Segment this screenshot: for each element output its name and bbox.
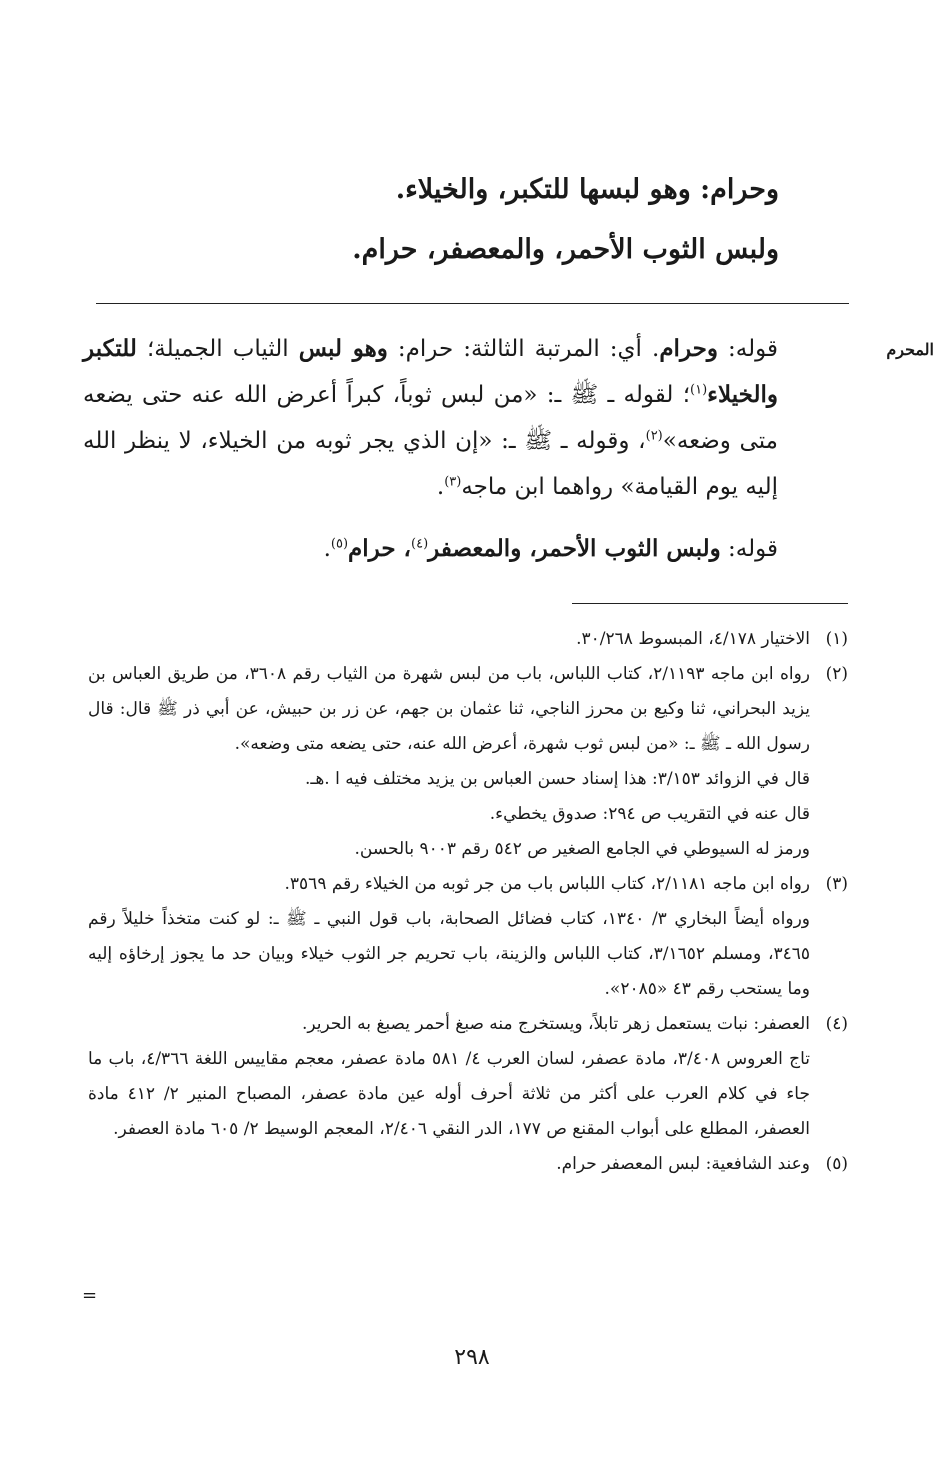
footnote-number: (١) xyxy=(825,629,848,649)
commentary-body xyxy=(83,326,848,572)
footnote-ref-4[interactable]: (٤) xyxy=(411,536,429,552)
commentary-text: قوله: xyxy=(717,336,778,362)
footnote-5 xyxy=(88,1147,848,1182)
footnote-line: الاختيار ٤/١٧٨، المبسوط ٣٠/٢٦٨. xyxy=(576,629,810,649)
commentary-paragraph-2 xyxy=(83,526,848,572)
footnote-ref-5[interactable]: (٥) xyxy=(330,536,349,552)
footnote-line: وعند الشافعية: لبس المعصفر حرام. xyxy=(556,1154,810,1174)
commentary-bold-term: ولبس الثوب الأحمر، والمعصفر xyxy=(428,535,721,562)
margin-note: المحرم xyxy=(886,340,934,359)
footnote-number: (٣) xyxy=(825,874,848,894)
footnote-number: (٥) xyxy=(825,1154,848,1174)
commentary-text: . xyxy=(323,536,331,562)
commentary-text: قوله: xyxy=(720,536,778,562)
footnote-line: ورواه أيضاً البخاري ٣/ ١٣٤٠، كتاب فضائل الصحابة، باب قول النبي ـ ﷺ ـ: لو كنت متخذاً خليلاً رقم ٣٤٦٥، ومسلم ٣/١٦٥٢، كتاب اللباس والزينة، باب تحريم جر الثوب خيلاء وبيان حد ما يجوز إرخاؤه إليه وما يستحب رقم ٤٣ «٢٠٨٥». xyxy=(88,909,811,999)
footnote-number: (٢) xyxy=(825,664,848,684)
footnote-line: تاج العروس ٣/٤٠٨، مادة عصفر، لسان العرب ٤/ ٥٨١ مادة عصفر، معجم مقاييس اللغة ٤/٣٦٦، باب ما جاء في كلام العرب على أكثر من ثلاثة أحرف أوله عين مادة عصفر، المصباح المنير ٢/ ٤١٢ مادة العصفر، المطلع على أبواب المقنع ص ١٧٧، الدر النقي ٢/٤٠٦، المعجم الوسيط ٢/ ٦٠٥ مادة العصفر. xyxy=(88,1049,810,1139)
commentary-text: . xyxy=(436,474,445,500)
footnote-line: رواه ابن ماجه ٢/١١٨١، كتاب اللباس باب من جر ثوبه من الخيلاء رقم ٣٥٦٩. xyxy=(284,874,810,894)
footnote-line: قال عنه في التقريب ص ٢٩٤: صدوق يخطيء. xyxy=(489,804,810,824)
commentary-bold-term: ، حرام xyxy=(348,535,411,562)
commentary-bold-term: للتكبر والخيلاء xyxy=(83,335,778,408)
commentary-text: الثياب الجميلة؛ xyxy=(136,336,299,362)
footnote-line: رواه ابن ماجه ٢/١١٩٣، كتاب اللباس، باب من لبس شهرة من الثياب رقم ٣٦٠٨، من طريق العباس بن يزيد البحراني، ثنا وكيع بن محرز الناجي، ثنا عثمان بن جهم، عن زر بن حبيش، عن أبي ذر ﷺ قال: قال رسول الله ـ ﷺ ـ: «من لبس ثوب شهرة، أعرض الله عنه، حتى يضعه متى وضعه». xyxy=(88,664,810,754)
commentary-text: . أي: المرتبة الثالثة: حرام: xyxy=(387,336,660,362)
footnote-4 xyxy=(88,1007,848,1147)
footnote-1 xyxy=(88,622,848,657)
matn-line-1: وحرام: وهو لبسها للتكبر، والخيلاء. xyxy=(395,174,779,205)
footnote-ref-1[interactable]: (١) xyxy=(690,382,708,398)
matn-line-2: ولبس الثوب الأحمر، والمعصفر، حرام. xyxy=(352,234,779,265)
footnote-line: ورمز له السيوطي في الجامع الصغير ص ٥٤٢ رقم ٩٠٠٣ بالحسن. xyxy=(354,839,810,859)
footnotes xyxy=(88,622,848,1182)
footnote-separator-rule xyxy=(572,603,848,604)
continuation-mark: = xyxy=(82,1285,98,1306)
commentary-bold-term: وهو لبس xyxy=(298,335,388,362)
footnote-line: قال في الزوائد ٣/١٥٣: هذا إسناد حسن العباس بن يزيد مختلف فيه ا .هـ. xyxy=(304,769,810,789)
footnote-ref-2[interactable]: (٢) xyxy=(645,428,663,444)
commentary-text: ، وقوله ـ ﷺ ـ: «إن الذي يجر ثوبه من الخيلاء، لا ينظر الله إليه يوم القيامة» رواهما ابن ماجه xyxy=(83,428,778,500)
matn-separator-rule xyxy=(96,303,849,304)
footnote-line: العصفر: نبات يستعمل زهر تابلاً، ويستخرج منه صبغ أحمر يصبغ به الحرير. xyxy=(301,1014,810,1034)
footnote-3 xyxy=(88,867,848,1007)
footnote-number: (٤) xyxy=(825,1014,848,1034)
commentary-bold-term: وحرام xyxy=(659,335,718,362)
commentary-text: ؛ لقوله ـ ﷺ ـ: «من لبس ثوباً، كبراً أعرض الله عنه حتى يضعه متى وضعه» xyxy=(83,382,778,454)
footnote-ref-3[interactable]: (٣) xyxy=(444,474,462,490)
commentary-paragraph-1 xyxy=(83,326,848,510)
footnote-2 xyxy=(88,657,848,867)
page-number: ٢٩٨ xyxy=(454,1345,490,1370)
